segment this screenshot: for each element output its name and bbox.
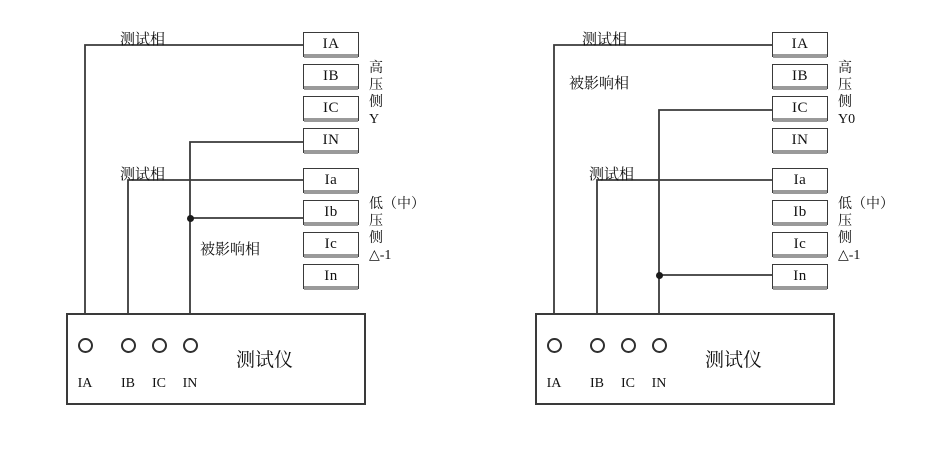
lv-terminal-ib[interactable]: Ib bbox=[772, 200, 828, 225]
instrument-port-ib[interactable] bbox=[121, 338, 136, 353]
hv-terminal-ic[interactable]: IC bbox=[303, 96, 359, 121]
hv-terminal-in[interactable]: IN bbox=[772, 128, 828, 153]
lv-side-label-line-3: 侧 bbox=[838, 231, 852, 246]
hv-terminal-ib[interactable]: IB bbox=[303, 64, 359, 89]
lv-terminal-in[interactable]: In bbox=[772, 264, 828, 289]
hv-test-phase-caption: 测试相 bbox=[120, 32, 166, 48]
instrument-port-label-ic: IC bbox=[621, 376, 635, 391]
hv-side-label-line-3: 侧 bbox=[369, 95, 383, 110]
hv-side-label-line-2: 压 bbox=[369, 78, 383, 93]
instrument-port-ic[interactable] bbox=[152, 338, 167, 353]
lv-side-label-line-3: 侧 bbox=[369, 231, 383, 246]
instrument-port-ia[interactable] bbox=[547, 338, 562, 353]
hv-side-label-line-1: 高 bbox=[838, 61, 852, 76]
instrument-box bbox=[66, 313, 366, 405]
hv-terminal-ia[interactable]: IA bbox=[303, 32, 359, 57]
hv-terminal-ic[interactable]: IC bbox=[772, 96, 828, 121]
hv-side-label bbox=[838, 60, 855, 128]
hv-terminal-ia[interactable]: IA bbox=[772, 32, 828, 57]
instrument-port-in[interactable] bbox=[183, 338, 198, 353]
lv-side-label-line-1: 低（中） bbox=[369, 197, 425, 212]
lv-side-label-line-4: △-1 bbox=[369, 248, 392, 263]
hv-terminal-ib[interactable]: IB bbox=[772, 64, 828, 89]
instrument-port-label-ic: IC bbox=[152, 376, 166, 391]
wire-junction bbox=[187, 215, 194, 222]
lv-test-phase-caption: 测试相 bbox=[589, 167, 635, 183]
instrument-box bbox=[535, 313, 835, 405]
instrument-label: 测试仪 bbox=[236, 350, 294, 371]
instrument-port-label-ib: IB bbox=[590, 376, 604, 391]
lv-terminal-ia[interactable]: Ia bbox=[303, 168, 359, 193]
hv-affected-phase-caption: 被影响相 bbox=[569, 76, 630, 92]
hv-side-label-line-4: Y bbox=[369, 112, 380, 127]
lv-terminal-in[interactable]: In bbox=[303, 264, 359, 289]
lv-side-label bbox=[838, 196, 894, 264]
instrument-port-in[interactable] bbox=[652, 338, 667, 353]
lv-side-label-line-1: 低（中） bbox=[838, 197, 894, 212]
lv-terminal-ib[interactable]: Ib bbox=[303, 200, 359, 225]
instrument-label: 测试仪 bbox=[705, 350, 763, 371]
instrument-port-label-in: IN bbox=[651, 376, 667, 391]
lv-side-label bbox=[369, 196, 425, 264]
hv-side-label-line-3: 侧 bbox=[838, 95, 852, 110]
lv-side-label-line-4: △-1 bbox=[838, 248, 861, 263]
instrument-port-ib[interactable] bbox=[590, 338, 605, 353]
instrument-port-ia[interactable] bbox=[78, 338, 93, 353]
lv-side-label-line-2: 压 bbox=[369, 214, 383, 229]
hv-test-phase-caption: 测试相 bbox=[582, 32, 628, 48]
instrument-port-ic[interactable] bbox=[621, 338, 636, 353]
lv-terminal-ia[interactable]: Ia bbox=[772, 168, 828, 193]
lv-affected-phase-caption: 被影响相 bbox=[200, 242, 261, 258]
lv-terminal-ic[interactable]: Ic bbox=[303, 232, 359, 257]
hv-side-label bbox=[369, 60, 383, 128]
hv-terminal-in[interactable]: IN bbox=[303, 128, 359, 153]
hv-side-label-line-4: Y0 bbox=[838, 112, 856, 127]
instrument-port-label-in: IN bbox=[182, 376, 198, 391]
hv-side-label-line-1: 高 bbox=[369, 61, 383, 76]
instrument-port-label-ia: IA bbox=[546, 376, 562, 391]
hv-side-label-line-2: 压 bbox=[838, 78, 852, 93]
lv-side-label-line-2: 压 bbox=[838, 214, 852, 229]
wire-junction bbox=[656, 272, 663, 279]
lv-test-phase-caption: 测试相 bbox=[120, 167, 166, 183]
instrument-port-label-ib: IB bbox=[121, 376, 135, 391]
wiring-diagram-right bbox=[469, 0, 938, 474]
instrument-port-label-ia: IA bbox=[77, 376, 93, 391]
lv-terminal-ic[interactable]: Ic bbox=[772, 232, 828, 257]
